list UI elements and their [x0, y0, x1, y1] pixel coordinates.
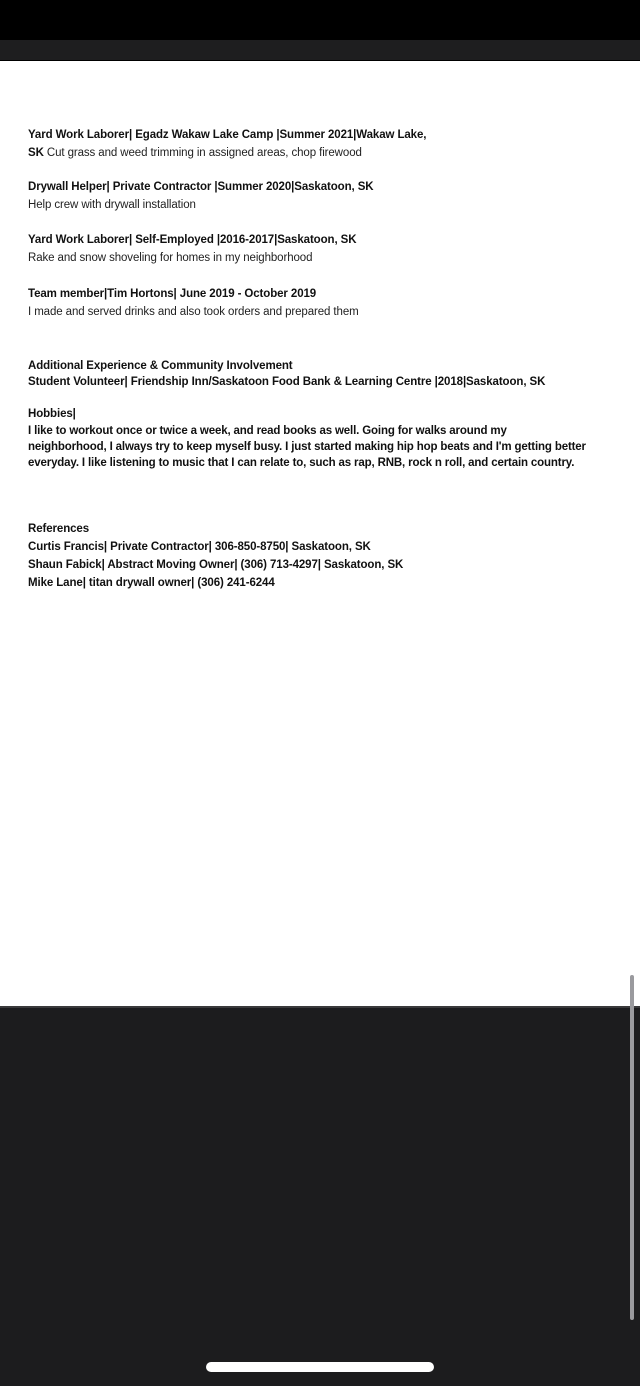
reference-3: Mike Lane| titan drywall owner| (306) 241-6244 — [28, 577, 275, 589]
references-heading: References — [28, 523, 90, 535]
hobbies-text: I like to workout once or twice a week, and read books as well. Going for walks around my neighborhood, I always try to keep myself busy. I just started making hip hop beats and I'm getting better everyday. I like listening to music that I can relate to, such as rap, RNB, rock n roll, and certain country. — [28, 425, 586, 469]
additional-entry: Student Volunteer| Friendship Inn/Saskatoon Food Bank & Learning Centre |2018|Saskatoon, SK — [28, 376, 546, 388]
job-entry-1-second-line — [28, 145, 362, 161]
job-title-4: Team member|Tim Hortons| June 2019 - October 2019 — [28, 288, 317, 300]
job-title-1: Yard Work Laborer| Egadz Wakaw Lake Camp |Summer 2021|Wakaw Lake, — [28, 129, 427, 141]
scrollbar[interactable] — [630, 975, 634, 1320]
job-title-1-tail: SK — [28, 147, 44, 159]
job-description-3: Rake and snow shoveling for homes in my neighborhood — [28, 252, 313, 264]
job-description-2: Help crew with drywall installation — [28, 199, 196, 211]
top-bar — [0, 40, 640, 60]
job-description-4: I made and served drinks and also took orders and prepared them — [28, 306, 359, 318]
reference-2: Shaun Fabick| Abstract Moving Owner| (306) 713-4297| Saskatoon, SK — [28, 559, 404, 571]
bottom-dark-area — [0, 1006, 640, 1386]
reference-1: Curtis Francis| Private Contractor| 306-850-8750| Saskatoon, SK — [28, 541, 371, 553]
hobbies-heading: Hobbies| — [28, 408, 76, 420]
additional-heading: Additional Experience & Community Involvement — [28, 360, 293, 372]
job-title-2: Drywall Helper| Private Contractor |Summer 2020|Saskatoon, SK — [28, 181, 374, 193]
home-indicator[interactable] — [206, 1362, 434, 1372]
job-title-3: Yard Work Laborer| Self-Employed |2016-2017|Saskatoon, SK — [28, 234, 357, 246]
job-description-1: Cut grass and weed trimming in assigned areas, chop firewood — [46, 147, 362, 159]
